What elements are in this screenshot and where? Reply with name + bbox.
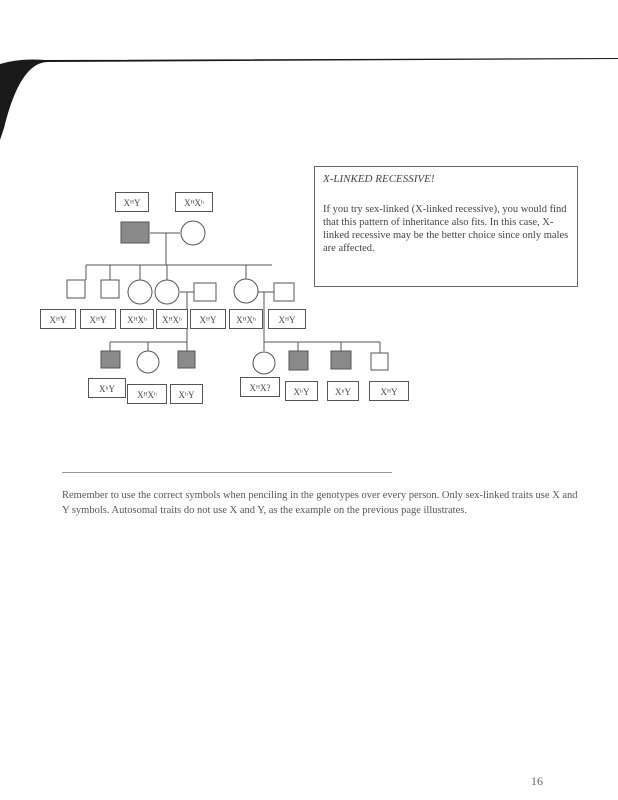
section-divider [62,472,392,473]
pedigree-male-affected [121,222,149,243]
pedigree-female [234,279,258,303]
pedigree-male [101,280,119,298]
genotype-label: XᴴY [40,309,76,329]
genotype-label: XᴴY [190,309,226,329]
pedigree-male [274,283,294,301]
pedigree-male [371,353,388,370]
genotype-label: XᴴY [80,309,116,329]
genotype-label: XᴴY [115,192,149,212]
page-number: 16 [531,774,543,788]
pedigree-female [155,280,179,304]
genotype-label: XᴴY [369,381,409,401]
genotype-label: XᴴXʰ [175,192,213,212]
pedigree-male-affected [101,351,120,368]
genotype-label: XᴴXʰ [229,309,263,329]
genotype-label: XʰY [285,381,318,401]
callout-title: X-LINKED RECESSIVE! [323,173,435,185]
x-linked-callout [314,166,578,287]
pedigree-female [137,351,159,373]
genotype-label: XʰY [170,384,203,404]
genotype-label: XᴴXʰ [127,384,167,404]
pedigree-male [67,280,85,298]
pedigree-male-affected [289,351,308,370]
pedigree-female [253,352,275,374]
reminder-paragraph: Remember to use the correct symbols when penciling in the genotypes over every person. Only sex-linked traits use X and Y symbols. Autosomal traits do not use X and Y, as the example on the previous page illustrates. [62,490,578,516]
pedigree-male-affected [178,351,195,368]
genotype-label: XᴴX? [240,377,280,397]
pedigree-male-affected [331,351,351,369]
pedigree-male [194,283,216,301]
pedigree-female [181,221,205,245]
pedigree-female [128,280,152,304]
genotype-label: XᴴXʰ [156,309,188,329]
genotype-label: XʰY [327,381,359,401]
callout-body: If you try sex-linked (X-linked recessive), you would find that this pattern of inheritance also fits. In this case, X-linked recessive may be the better choice since only males are affected. [323,204,569,254]
genotype-label: XᴴY [268,309,306,329]
genotype-label: XʰY [88,378,126,398]
genotype-label: XᴴXʰ [120,309,154,329]
